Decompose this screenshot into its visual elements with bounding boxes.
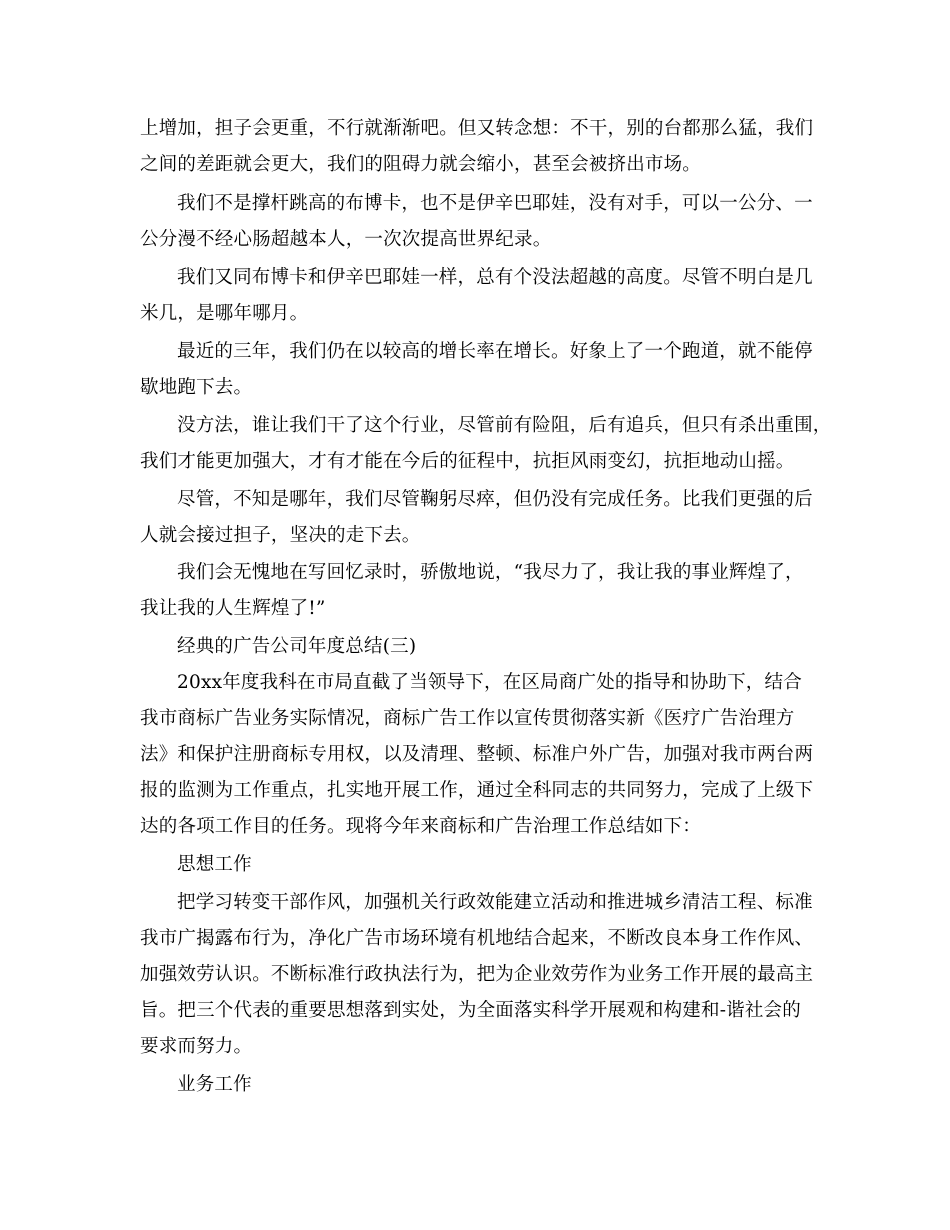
section-heading: 经典的广告公司年度总结(三) bbox=[177, 636, 417, 657]
section-heading: 业务工作 bbox=[177, 1074, 252, 1095]
paragraph-first-line: 没方法，谁让我们干了这个行业，尽管前有险阻，后有追兵，但只有杀出重围， bbox=[177, 415, 832, 436]
paragraph-first-line: 我们不是撑杆跳高的布博卡，也不是伊辛巴耶娃，没有对手，可以一公分、一 bbox=[177, 193, 813, 214]
paragraph-first-line: 把学习转变干部作风，加强机关行政效能建立活动和推进城乡清洁工程、标准 bbox=[177, 892, 813, 913]
text-line: 公分漫不经心肠超越本人，一次次提高世界纪录。 bbox=[140, 229, 552, 250]
text-line: 加强效劳认识。不断标准行政执法行为，把为企业效劳作为业务工作开展的最高主 bbox=[140, 964, 814, 985]
text-line: 我让我的人生辉煌了!” bbox=[140, 598, 326, 619]
paragraph-first-line: 我们又同布博卡和伊辛巴耶娃一样，总有个没法超越的高度。尽管不明白是几 bbox=[177, 267, 813, 288]
paragraph-first-line: 尽管，不知是哪年，我们尽管鞠躬尽瘁，但仍没有完成任务。比我们更强的后 bbox=[177, 489, 813, 510]
text-line: 米几，是哪年哪月。 bbox=[140, 303, 309, 324]
section-heading: 思想工作 bbox=[177, 854, 252, 875]
paragraph-first-line: 20xx年度我科在市局直截了当领导下，在区局商广处的指导和协助下，结合 bbox=[177, 672, 802, 693]
text-line: 旨。把三个代表的重要思想落到实处，为全面落实科学开展观和构建和-谐社会的 bbox=[140, 1000, 801, 1021]
text-line: 我市商标广告业务实际情况，商标广告工作以宣传贯彻落实新《医疗广告治理方 bbox=[140, 708, 795, 729]
text-line: 要求而努力。 bbox=[140, 1036, 253, 1057]
text-line: 我们才能更加强大，才有才能在今后的征程中，抗拒风雨变幻，抗拒地动山摇。 bbox=[140, 451, 795, 472]
paragraph-first-line: 我们会无愧地在写回忆录时，骄傲地说，“我尽力了，我让我的事业辉煌了， bbox=[177, 562, 804, 583]
text-line: 我市广揭露布行为，净化广告市场环境有机地结合起来，不断改良本身工作作风、 bbox=[140, 928, 814, 949]
text-line: 法》和保护注册商标专用权，以及清理、整顿、标准户外广告，加强对我市两台两 bbox=[140, 744, 814, 765]
text-line: 达的各项工作目的任务。现将今年来商标和广告治理工作总结如下： bbox=[140, 816, 702, 837]
paragraph-first-line: 最近的三年，我们仍在以较高的增长率在增长。好象上了一个跑道，就不能停 bbox=[177, 341, 813, 362]
text-line: 之间的差距就会更大，我们的阻碍力就会缩小，甚至会被挤出市场。 bbox=[140, 154, 702, 175]
text-line: 人就会接过担子，坚决的走下去。 bbox=[140, 525, 421, 546]
text-line: 上增加，担子会更重，不行就渐渐吧。但又转念想：不干，别的台都那么猛，我们 bbox=[140, 118, 814, 139]
text-line: 报的监测为工作重点，扎实地开展工作，通过全科同志的共同努力，完成了上级下 bbox=[140, 780, 814, 801]
text-line: 歇地跑下去。 bbox=[140, 377, 253, 398]
